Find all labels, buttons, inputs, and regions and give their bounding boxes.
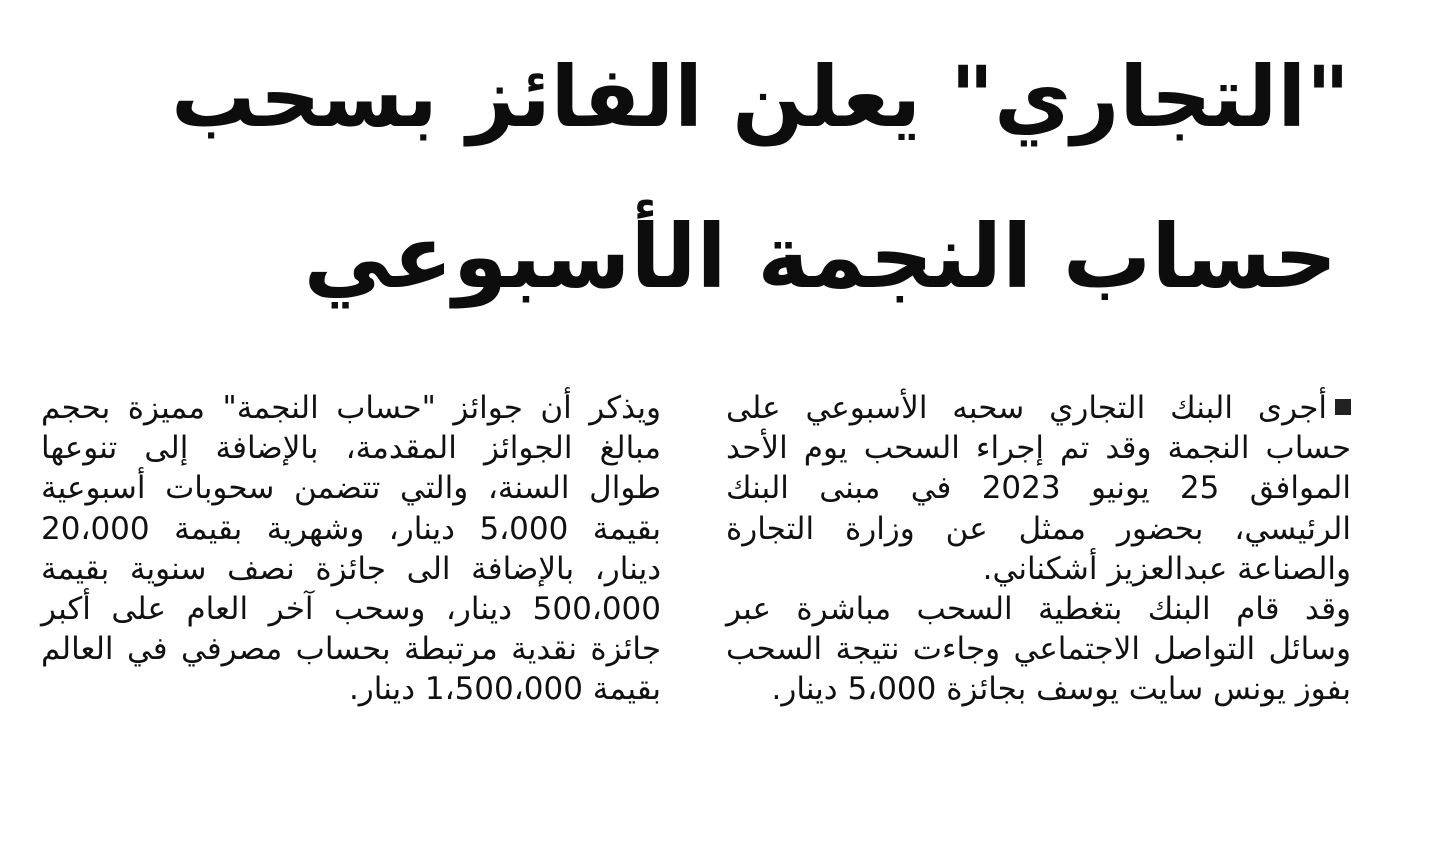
body-line: مبالغ الجوائز المقدمة، بالإضافة إلى تنوعها (41, 430, 661, 467)
body-line: جائزة نقدية مرتبطة بحساب مصرفي في العالم (41, 631, 661, 668)
body-line: بقيمة 5،000 دينار، وشهرية بقيمة 20،000 (41, 510, 662, 547)
body-line: حساب النجمة وقد تم إجراء السحب يوم الأحد (726, 430, 1351, 467)
body-line: والصناعة عبدالعزيز أشكناني. (982, 550, 1351, 587)
body-line-text: أجرى البنك التجاري سحبه الأسبوعي على (726, 390, 1327, 426)
article-column-right (726, 388, 1351, 710)
body-line: ويذكر أن جوائز "حساب النجمة" مميزة بحجم (41, 390, 661, 426)
headline-line-2: حساب النجمة الأسبوعي (303, 205, 1338, 308)
article-column-left (41, 388, 661, 710)
body-line: الموافق 25 يونيو 2023 في مبنى البنك (726, 470, 1351, 507)
headline-line-1: "التجاري" يعلن الفائز بسحب (171, 48, 1350, 146)
body-line: دينار، بالإضافة الى جائزة نصف سنوية بقيمة (41, 550, 661, 587)
body-line: وسائل التواصل الاجتماعي وجاءت نتيجة السحب (726, 631, 1351, 668)
body-line: الرئيسي، بحضور ممثل عن وزارة التجارة (726, 510, 1351, 547)
body-line: بفوز يونس سايت يوسف بجائزة 5،000 دينار. (771, 671, 1351, 708)
body-line: بقيمة 1،500،000 دينار. (348, 671, 661, 708)
body-line: وقد قام البنك بتغطية السحب مباشرة عبر (726, 591, 1351, 628)
body-line (726, 388, 1351, 428)
bullet-square-icon (1335, 399, 1351, 415)
body-line: 500،000 دينار، وسحب آخر العام على أكبر (41, 591, 661, 628)
body-line: طوال السنة، والتي تتضمن سحوبات أسبوعية (41, 470, 661, 507)
